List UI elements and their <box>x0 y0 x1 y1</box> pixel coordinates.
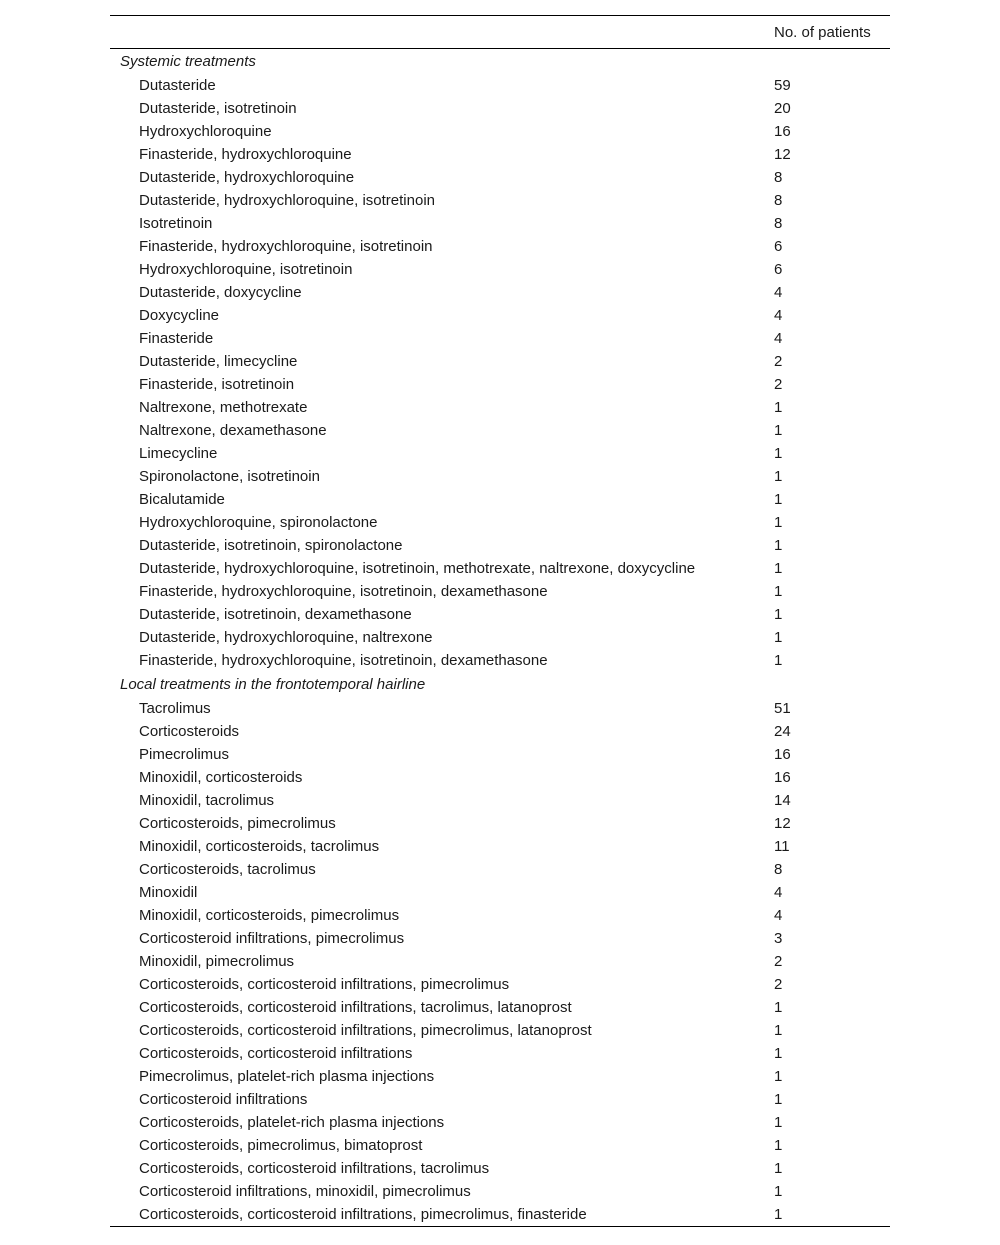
table-row <box>110 766 890 789</box>
table-row <box>110 858 890 881</box>
treatments-table <box>110 15 890 1227</box>
patient-count: 2 <box>774 952 783 970</box>
treatment-name: Naltrexone, dexamethasone <box>139 421 327 439</box>
patient-count: 4 <box>774 906 783 924</box>
table-row <box>110 534 890 557</box>
table-row <box>110 511 890 534</box>
patient-count: 1 <box>774 651 783 669</box>
table-row <box>110 1042 890 1065</box>
section-empty-cell <box>764 49 890 74</box>
patient-count: 1 <box>774 1067 783 1085</box>
table-row <box>110 996 890 1019</box>
treatment-name: Corticosteroids <box>139 722 240 740</box>
treatment-name: Minoxidil, corticosteroids, tacrolimus <box>139 837 380 855</box>
patient-count: 1 <box>774 421 783 439</box>
patient-count: 1 <box>774 467 783 485</box>
patient-count: 4 <box>774 283 783 301</box>
patient-count: 1 <box>774 582 783 600</box>
table-row <box>110 557 890 580</box>
treatment-name: Corticosteroids, pimecrolimus, bimatoprost <box>139 1136 423 1154</box>
header-treatment <box>110 16 764 49</box>
patient-count: 4 <box>774 306 783 324</box>
patient-count: 1 <box>774 490 783 508</box>
table-row <box>110 281 890 304</box>
section-empty-cell <box>764 672 890 697</box>
treatment-name: Corticosteroids, corticosteroid infiltrations <box>139 1044 413 1062</box>
table-row <box>110 488 890 511</box>
section-row <box>110 49 890 74</box>
table-row <box>110 327 890 350</box>
table-row <box>110 373 890 396</box>
table-row <box>110 212 890 235</box>
treatment-name: Hydroxychloroquine <box>139 122 272 140</box>
treatment-name: Corticosteroids, corticosteroid infiltrations, pimecrolimus <box>139 975 510 993</box>
table-header <box>110 16 890 49</box>
treatment-name: Pimecrolimus, platelet-rich plasma injections <box>139 1067 435 1085</box>
table-row <box>110 465 890 488</box>
table-row <box>110 120 890 143</box>
treatment-name: Finasteride, isotretinoin <box>139 375 295 393</box>
table-row <box>110 1203 890 1227</box>
patient-count: 12 <box>774 145 791 163</box>
treatment-name: Corticosteroid infiltrations, pimecrolimus <box>139 929 405 947</box>
treatment-name: Corticosteroids, corticosteroid infiltrations, tacrolimus, latanoprost <box>139 998 572 1016</box>
treatment-name: Dutasteride, isotretinoin, spironolactone <box>139 536 403 554</box>
treatment-name: Finasteride, hydroxychloroquine, isotretinoin, dexamethasone <box>139 651 548 669</box>
section-row <box>110 672 890 697</box>
table-row <box>110 603 890 626</box>
treatment-name: Dutasteride, doxycycline <box>139 283 302 301</box>
treatments-table-container <box>110 15 890 1227</box>
treatment-name: Corticosteroids, corticosteroid infiltrations, tacrolimus <box>139 1159 490 1177</box>
patient-count: 1 <box>774 1136 783 1154</box>
table-row <box>110 442 890 465</box>
table-row <box>110 235 890 258</box>
table-row <box>110 626 890 649</box>
patient-count: 1 <box>774 1090 783 1108</box>
treatment-name: Minoxidil, corticosteroids, pimecrolimus <box>139 906 400 924</box>
treatment-name: Finasteride, hydroxychloroquine, isotretinoin <box>139 237 433 255</box>
patient-count: 1 <box>774 1021 783 1039</box>
header-no-of-patients: No. of patients <box>774 23 871 41</box>
patient-count: 1 <box>774 605 783 623</box>
table-row <box>110 350 890 373</box>
patient-count: 4 <box>774 329 783 347</box>
treatment-name: Dutasteride, limecycline <box>139 352 298 370</box>
patient-count: 1 <box>774 1182 783 1200</box>
patient-count: 16 <box>774 768 791 786</box>
table-row <box>110 419 890 442</box>
patient-count: 1 <box>774 444 783 462</box>
patient-count: 2 <box>774 975 783 993</box>
treatment-name: Dutasteride, hydroxychloroquine <box>139 168 355 186</box>
table-row <box>110 697 890 720</box>
table-row <box>110 927 890 950</box>
treatment-name: Hydroxychloroquine, spironolactone <box>139 513 378 531</box>
patient-count: 8 <box>774 191 783 209</box>
treatment-name: Minoxidil, corticosteroids <box>139 768 303 786</box>
treatment-name: Corticosteroid infiltrations <box>139 1090 308 1108</box>
patient-count: 16 <box>774 122 791 140</box>
table-row <box>110 950 890 973</box>
treatment-name: Minoxidil, tacrolimus <box>139 791 275 809</box>
patient-count: 1 <box>774 1205 783 1223</box>
patient-count: 59 <box>774 76 791 94</box>
treatment-name: Spironolactone, isotretinoin <box>139 467 320 485</box>
patient-count: 1 <box>774 1113 783 1131</box>
treatment-name: Corticosteroids, pimecrolimus <box>139 814 336 832</box>
patient-count: 1 <box>774 1159 783 1177</box>
patient-count: 24 <box>774 722 791 740</box>
table-row <box>110 97 890 120</box>
patient-count: 1 <box>774 628 783 646</box>
treatment-name: Dutasteride, hydroxychloroquine, isotretinoin <box>139 191 435 209</box>
table-row <box>110 904 890 927</box>
patient-count: 2 <box>774 375 783 393</box>
patient-count: 20 <box>774 99 791 117</box>
treatment-name: Dutasteride, isotretinoin, dexamethasone <box>139 605 412 623</box>
patient-count: 1 <box>774 513 783 531</box>
treatment-name: Finasteride, hydroxychloroquine, isotretinoin, dexamethasone <box>139 582 548 600</box>
treatment-name: Corticosteroids, platelet-rich plasma injections <box>139 1113 445 1131</box>
table-row <box>110 580 890 603</box>
table-row <box>110 812 890 835</box>
table-row <box>110 304 890 327</box>
patient-count: 1 <box>774 559 783 577</box>
patient-count: 6 <box>774 260 783 278</box>
patient-count: 1 <box>774 1044 783 1062</box>
treatment-name: Limecycline <box>139 444 218 462</box>
table-row <box>110 258 890 281</box>
table-body <box>110 49 890 1227</box>
treatment-name: Corticosteroids, corticosteroid infiltrations, pimecrolimus, finasteride <box>139 1205 587 1223</box>
patient-count: 8 <box>774 860 783 878</box>
treatment-name: Isotretinoin <box>139 214 213 232</box>
table-row <box>110 720 890 743</box>
table-row <box>110 166 890 189</box>
table-row <box>110 835 890 858</box>
header-row <box>110 16 890 49</box>
patient-count: 3 <box>774 929 783 947</box>
treatment-name: Naltrexone, methotrexate <box>139 398 308 416</box>
patient-count: 1 <box>774 398 783 416</box>
treatment-name: Finasteride <box>139 329 214 347</box>
patient-count: 16 <box>774 745 791 763</box>
patient-count: 6 <box>774 237 783 255</box>
treatment-name: Pimecrolimus <box>139 745 230 763</box>
table-row <box>110 973 890 996</box>
treatment-name: Dutasteride, isotretinoin <box>139 99 297 117</box>
table-row <box>110 789 890 812</box>
table-row <box>110 881 890 904</box>
treatment-name: Finasteride, hydroxychloroquine <box>139 145 352 163</box>
table-row <box>110 743 890 766</box>
patient-count: 1 <box>774 998 783 1016</box>
treatment-name: Minoxidil, pimecrolimus <box>139 952 295 970</box>
table-row <box>110 143 890 166</box>
table-row <box>110 1065 890 1088</box>
patient-count: 14 <box>774 791 791 809</box>
patient-count: 4 <box>774 883 783 901</box>
patient-count: 12 <box>774 814 791 832</box>
patient-count: 8 <box>774 168 783 186</box>
table-row <box>110 189 890 212</box>
table-row <box>110 1180 890 1203</box>
table-row <box>110 74 890 97</box>
patient-count: 51 <box>774 699 791 717</box>
table-row <box>110 1088 890 1111</box>
patient-count: 2 <box>774 352 783 370</box>
table-row <box>110 1111 890 1134</box>
table-row <box>110 649 890 672</box>
treatment-name: Bicalutamide <box>139 490 225 508</box>
treatment-name: Minoxidil <box>139 883 198 901</box>
section-label: Systemic treatments <box>120 52 256 70</box>
patient-count: 8 <box>774 214 783 232</box>
treatment-name: Corticosteroids, corticosteroid infiltrations, pimecrolimus, latanoprost <box>139 1021 592 1039</box>
table-row <box>110 1134 890 1157</box>
treatment-name: Dutasteride, hydroxychloroquine, naltrexone <box>139 628 433 646</box>
table-row <box>110 1019 890 1042</box>
treatment-name: Hydroxychloroquine, isotretinoin <box>139 260 353 278</box>
patient-count: 11 <box>774 837 790 855</box>
patient-count: 1 <box>774 536 783 554</box>
treatment-name: Corticosteroids, tacrolimus <box>139 860 316 878</box>
section-label: Local treatments in the frontotemporal hairline <box>120 675 426 693</box>
treatment-name: Doxycycline <box>139 306 220 324</box>
treatment-name: Corticosteroid infiltrations, minoxidil, pimecrolimus <box>139 1182 471 1200</box>
treatment-name: Dutasteride, hydroxychloroquine, isotretinoin, methotrexate, naltrexone, doxycycline <box>139 559 696 577</box>
treatment-name: Tacrolimus <box>139 699 211 717</box>
table-row <box>110 1157 890 1180</box>
treatment-name: Dutasteride <box>139 76 216 94</box>
table-row <box>110 396 890 419</box>
